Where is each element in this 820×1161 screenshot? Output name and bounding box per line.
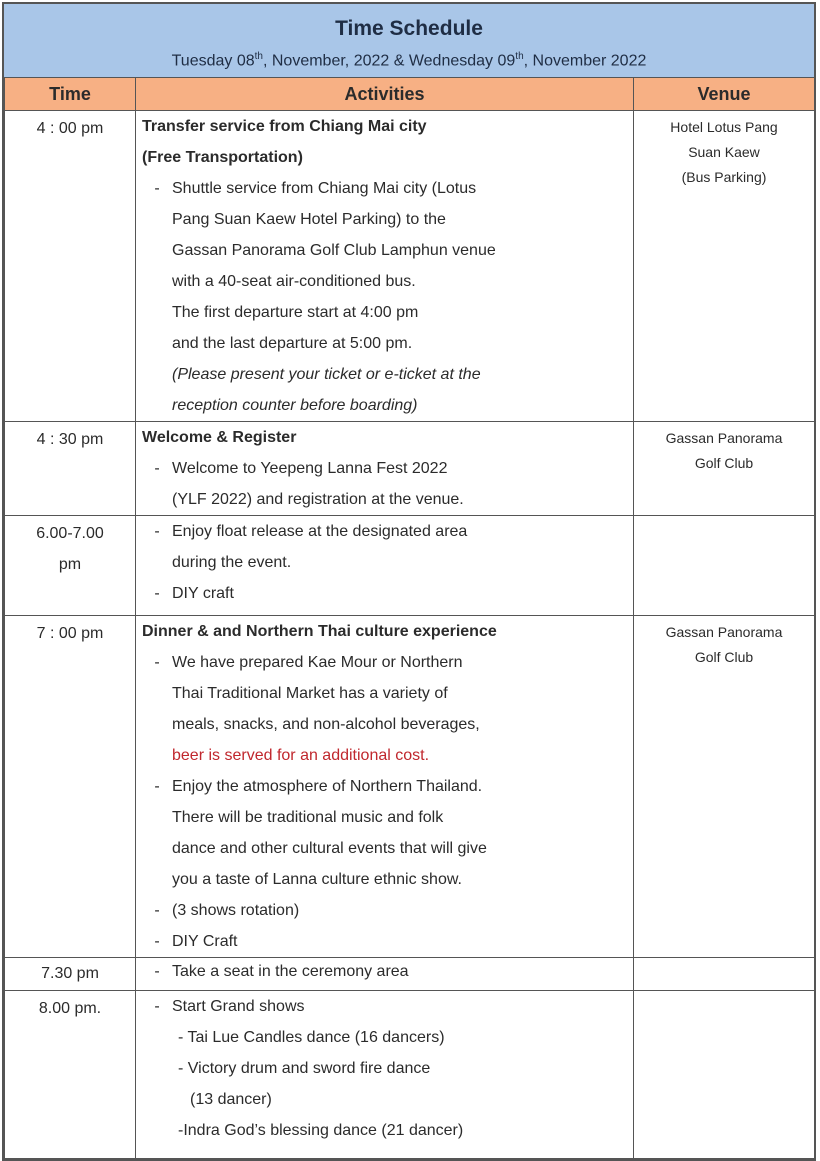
bullet-text: Take a seat in the ceremony area <box>172 963 409 981</box>
date-part: Tuesday 08 <box>171 52 255 70</box>
bullet-item <box>142 516 627 547</box>
bullet-item <box>142 991 627 1022</box>
activities-cell <box>136 958 634 991</box>
venue-cell <box>634 516 815 616</box>
date-subtitle <box>4 47 814 77</box>
dash-marker: - <box>154 902 160 920</box>
activities-cell <box>136 422 634 516</box>
dash-marker: - <box>154 585 160 603</box>
venue-line: Hotel Lotus Pang <box>670 119 778 136</box>
dash-marker: - <box>154 654 160 672</box>
time-cell <box>5 516 136 616</box>
dash-marker: - <box>154 998 160 1016</box>
bullet-item <box>142 771 627 802</box>
bullet-text: Welcome to Yeepeng Lanna Fest 2022 <box>172 460 448 478</box>
highlight-text: is served for an additional cost. <box>204 747 430 765</box>
activity-heading: Welcome & Register <box>142 429 297 447</box>
note-line: reception counter before boarding) <box>172 397 418 415</box>
text-line: Pang Suan Kaew Hotel Parking) to the <box>172 211 446 229</box>
bullet-item <box>142 958 627 985</box>
text-line: you a taste of Lanna culture ethnic show. <box>172 871 462 889</box>
bullet-text: We have prepared Kae Mour or Northern <box>172 654 463 672</box>
venue-line: Golf Club <box>694 455 754 472</box>
text-line: There will be traditional music and folk <box>172 809 444 827</box>
schedule-document <box>2 2 816 1161</box>
table-header-row <box>5 78 815 111</box>
bullet-text: DIY craft <box>172 585 234 603</box>
venue-line: Gassan Panorama <box>665 430 783 447</box>
show-item: (13 dancer) <box>190 1091 272 1109</box>
bullet-item <box>142 926 627 957</box>
dash-marker: - <box>154 523 160 541</box>
text-line: (YLF 2022) and registration at the venue. <box>172 491 464 509</box>
bullet-text: Enjoy float release at the designated area <box>172 523 468 541</box>
activities-cell <box>136 516 634 616</box>
show-item: - Victory drum and sword fire dance <box>178 1060 431 1078</box>
bullet-text: Start Grand shows <box>172 998 305 1016</box>
show-item: - Tai Lue Candles dance (16 dancers) <box>178 1029 445 1047</box>
activities-cell <box>136 111 634 422</box>
bullet-text: DIY Craft <box>172 933 238 951</box>
date-suffix: th <box>515 51 524 62</box>
show-item: -Indra God’s blessing dance (21 dancer) <box>178 1122 464 1140</box>
column-header-activities: Activities <box>136 78 634 111</box>
bullet-item <box>142 895 627 926</box>
table-row <box>5 616 815 958</box>
table-row <box>5 516 815 616</box>
activities-cell <box>136 616 634 958</box>
venue-cell <box>634 958 815 991</box>
venue-line: Golf Club <box>694 649 754 666</box>
time-cell: 8.00 pm. <box>5 991 136 1159</box>
bullet-item <box>142 578 627 609</box>
bullet-text: Enjoy the atmosphere of Northern Thailand. <box>172 778 483 796</box>
column-header-venue: Venue <box>634 78 815 111</box>
date-part: , November, 2022 & Wednesday 09 <box>262 52 516 70</box>
time-cell: 4 : 30 pm <box>5 422 136 516</box>
time-line: 6.00-7.00 <box>36 525 104 543</box>
date-suffix: th <box>254 51 263 62</box>
text-line: Thai Traditional Market has a variety of <box>172 685 448 703</box>
bullet-text: Shuttle service from Chiang Mai city (Lotus <box>172 180 477 198</box>
text-line: Gassan Panorama Golf Club Lamphun venue <box>172 242 496 260</box>
venue-line: Suan Kaew <box>688 144 760 161</box>
dash-marker: - <box>154 180 160 198</box>
activities-cell <box>136 991 634 1159</box>
text-line <box>142 740 627 771</box>
time-cell: 4 : 00 pm <box>5 111 136 422</box>
venue-line: Gassan Panorama <box>665 624 783 641</box>
bullet-text: (3 shows rotation) <box>172 902 300 920</box>
dash-marker: - <box>154 460 160 478</box>
activity-heading: Dinner & and Northern Thai culture experience <box>142 623 497 641</box>
time-line: pm <box>58 556 82 574</box>
text-line: during the event. <box>172 554 292 572</box>
schedule-header <box>4 4 814 78</box>
schedule-table <box>4 78 815 1159</box>
venue-cell <box>634 616 815 958</box>
venue-cell <box>634 991 815 1159</box>
venue-line: (Bus Parking) <box>681 169 767 186</box>
table-row <box>5 991 815 1159</box>
date-part: , November 2022 <box>523 52 647 70</box>
table-row <box>5 422 815 516</box>
time-cell: 7 : 00 pm <box>5 616 136 958</box>
table-row <box>5 958 815 991</box>
column-header-time: Time <box>5 78 136 111</box>
dash-marker: - <box>154 963 160 981</box>
activity-heading: (Free Transportation) <box>142 149 303 167</box>
text-line: and the last departure at 5:00 pm. <box>172 335 413 353</box>
page-title: Time Schedule <box>335 17 483 40</box>
text-line: meals, snacks, and non-alcohol beverages, <box>172 716 480 734</box>
table-row <box>5 111 815 422</box>
dash-marker: - <box>154 933 160 951</box>
venue-cell <box>634 422 815 516</box>
note-line: (Please present your ticket or e-ticket at the <box>172 366 481 384</box>
bullet-item <box>142 173 627 204</box>
time-cell: 7.30 pm <box>5 958 136 991</box>
text-line: The first departure start at 4:00 pm <box>172 304 419 322</box>
highlight-text: beer <box>172 747 205 765</box>
dash-marker: - <box>154 778 160 796</box>
text-line: with a 40-seat air-conditioned bus. <box>172 273 416 291</box>
activity-heading: Transfer service from Chiang Mai city <box>142 118 427 136</box>
venue-cell <box>634 111 815 422</box>
text-line: dance and other cultural events that will give <box>172 840 487 858</box>
bullet-item <box>142 647 627 678</box>
bullet-item <box>142 453 627 484</box>
